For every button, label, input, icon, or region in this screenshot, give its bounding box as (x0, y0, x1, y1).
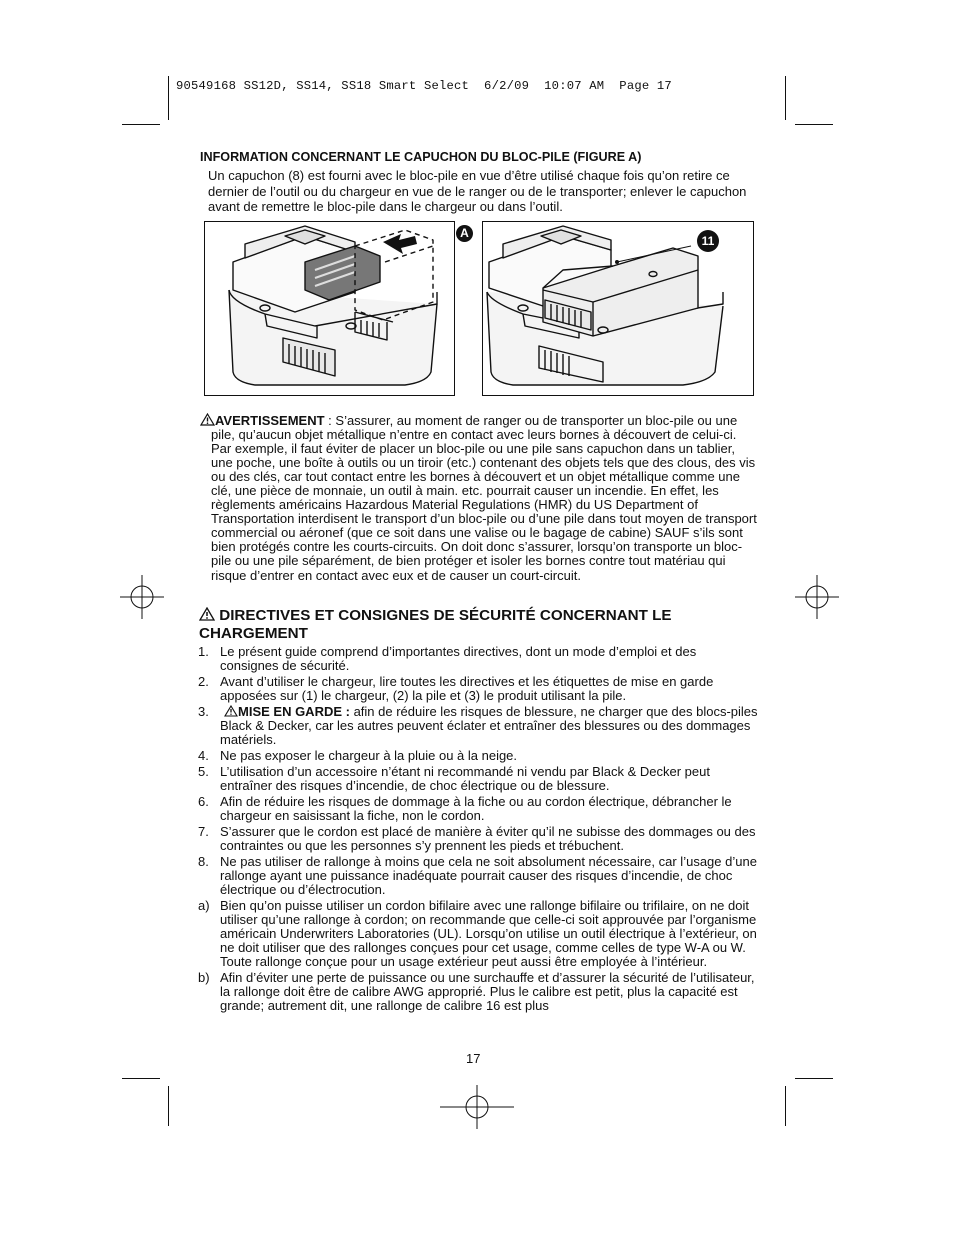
warning-label: AVERTISSEMENT (215, 413, 325, 428)
warning-block (200, 413, 760, 583)
list-item: 4. Ne pas exposer le chargeur à la pluie ou à la neige. (198, 748, 518, 763)
registration-mark-bottom (440, 1085, 514, 1129)
warning-triangle-icon (200, 413, 215, 426)
page-number: 17 (466, 1051, 481, 1066)
battery-pack-illustration (205, 222, 454, 395)
section-heading-charging-text: DIRECTIVES ET CONSIGNES DE SÉCURITÉ CONCERNANT LE CHARGEMENT (199, 607, 672, 642)
list-item: b) Afin d’éviter une perte de puissance ou une surchauffe et d’assurer la sécurité de l’utilisateur, la rallonge doit être de calibre AWG approprié. Plus le calibre est petit, plus la capacité est grande; autrement dit, une rallonge de calibre 16 est plus (198, 970, 755, 1013)
figure-battery-cap-removing (204, 221, 455, 396)
warning-text: : S’assurer, au moment de ranger ou de transporter un bloc-pile ou une pile, qu’aucun objet métallique n’entre en contact avec leurs bornes à découvert de celui-ci. Par exemple, il faut éviter de placer un bloc-pile ou une pile sans capuchon dans un tablier, une poche, une boîte à outils ou un tiroir (etc.) contenant des objets tels que des clous, des vis ou des clés, car tout contact entre les bornes à découvert et un objet métallique comme une clé, une pièce de monnaie, un outil à main. etc. pourrait causer un incendie. En effet, les règlements américains Hazardous Material Regulations (HMR) du US Department of Transportation interdisent le transport d’un bloc-pile ou d’une pile dans tout moyen de transport commercial ou aéronef (que ce soit dans une valise ou le bagage de cabine) SAUF s’ils sont bien protégés contre les courts-circuits. On doit donc s’assurer, lorsqu’on transporte un bloc-pile ou une pile séparément, de bien protéger et isoler les bornes contre tout matériau qui risque d’entrer en contact avec eux et de causer un court-circuit. (211, 413, 757, 583)
list-item: 8. Ne pas utiliser de rallonge à moins que cela ne soit absolument nécessaire, car l’usage d’une rallonge ayant une puissance inadéquate pourrait causer des risques d’incendie, de choc électrique ou d’électrocution. (198, 854, 757, 897)
list-item: 7. S’assurer que le cordon est placé de manière à éviter qu’il ne subisse des dommages ou des contraintes ou que les personnes s’y prennent les pieds et trébuchent. (198, 824, 756, 853)
warning-triangle-icon (199, 607, 215, 621)
list-item: 2. Avant d’utiliser le chargeur, lire toutes les directives et les étiquettes de mise en garde apposées sur (1) le chargeur, (2) la pile et (3) le produit utilisant la pile. (198, 674, 714, 703)
list-item: 6. Afin de réduire les risques de dommage à la fiche ou au cordon électrique, débrancher le chargeur en saisissant la fiche, non le cordon. (198, 794, 732, 823)
section-heading-battery-cap: INFORMATION CONCERNANT LE CAPUCHON DU BLOC-PILE (FIGURE A) (200, 150, 642, 164)
list-item: 1. Le présent guide comprend d’importantes directives, dont un mode d’emploi et des consignes de sécurité. (198, 644, 697, 673)
section-heading-charging-safety (199, 607, 759, 643)
list-item: 3. MISE EN GARDE : afin de réduire les risques de blessure, ne charger que des blocs-piles Black & Decker, car les autres peuvent éclater et entraîner des blessures ou des dommages matériels. (198, 704, 758, 747)
figure-callout-11: 11 (697, 230, 719, 252)
figure-label-a: A (456, 225, 473, 242)
print-slug: 90549168 SS12D, SS14, SS18 Smart Select 6/2/09 10:07 AM Page 17 (176, 79, 672, 93)
registration-mark-left (120, 575, 164, 619)
list-item: 5. L’utilisation d’un accessoire n’étant ni recommandé ni vendu par Black & Decker peut entraîner des risques d’incendie, de choc électrique ou de blessure. (198, 764, 710, 793)
registration-mark-right (795, 575, 839, 619)
section-body-battery-cap: Un capuchon (8) est fourni avec le bloc-pile en vue d’être utilisé chaque fois qu’on retire ce dernier de l’outil ou du chargeur en vue de le ranger ou de le transporter; enlever le capuchon avant de remettre le bloc-pile dans le chargeur ou dans l’outil. (208, 168, 747, 215)
list-item: a) Bien qu’on puisse utiliser un cordon bifilaire avec une rallonge bifilaire ou trifilaire, on ne doit utiliser qu’une rallonge à cordon; on recommande que celle-ci soit approuvée par l’organisme américain Underwriters Laboratories (UL). Lorsqu’on utilise un outil électrique à l’extérieur, on ne doit utiliser que des rallonges conçues pour cet usage, comme celles de type W-A ou W. Toute rallonge conçue pour un usage extérieur peut aussi être employée à l’intérieur. (198, 898, 757, 969)
warning-triangle-icon (224, 705, 238, 717)
charging-safety-list (198, 645, 758, 1015)
